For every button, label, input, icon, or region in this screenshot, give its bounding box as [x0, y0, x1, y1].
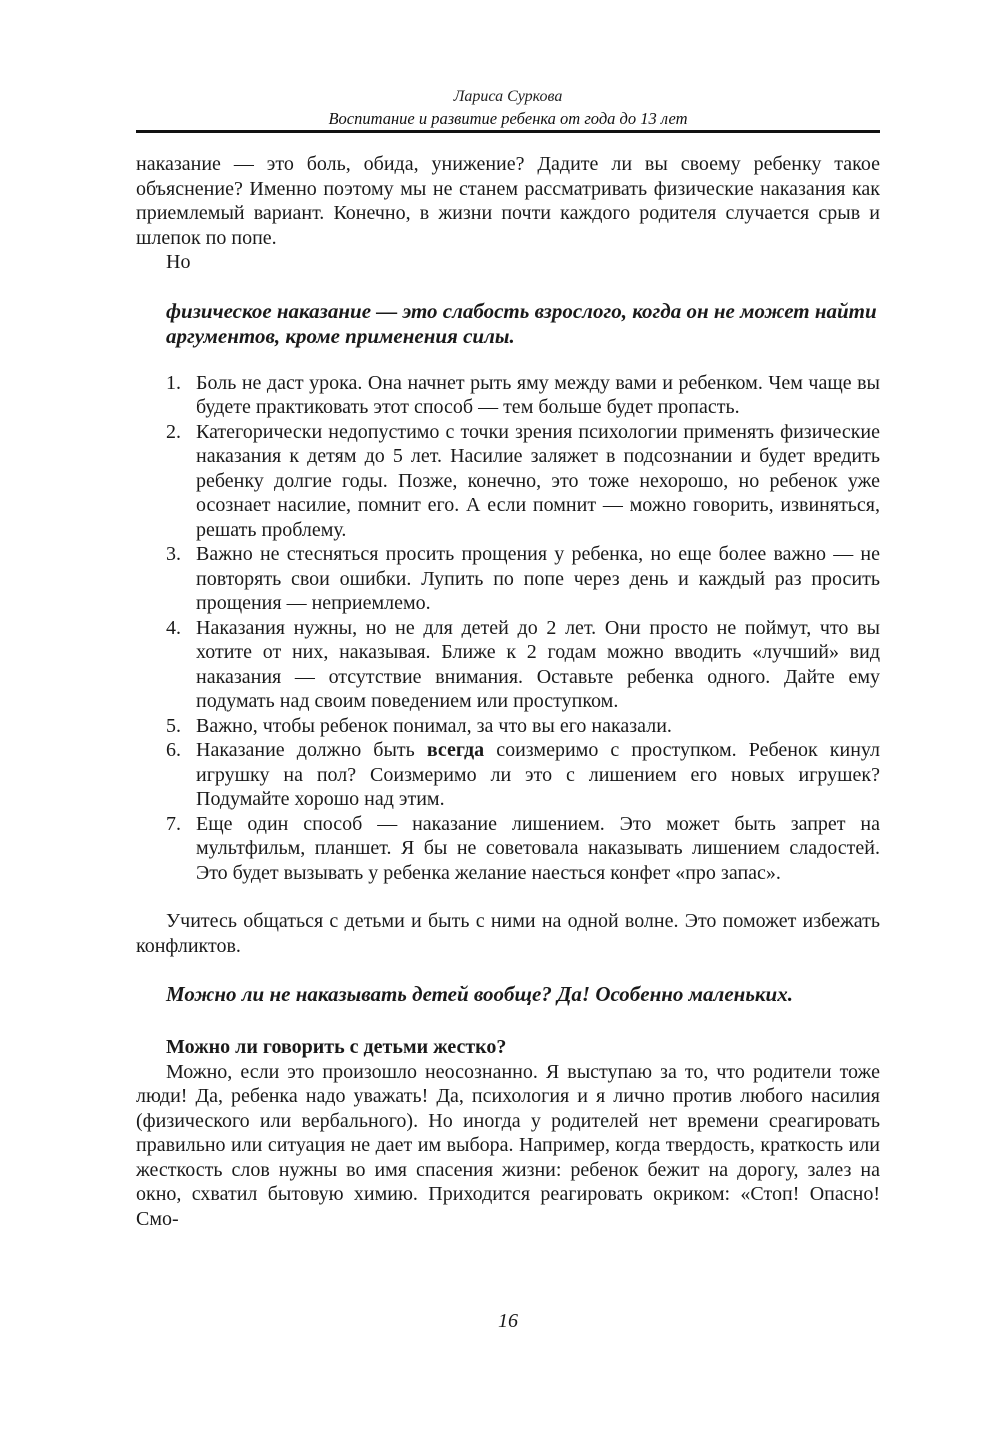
list-text: Наказания нужны, но не для детей до 2 лет. Они просто не поймут, что вы хотите от них, наказывая. Ближе к 2 годам можно вводить «лучший» вид наказания — отсутствие внимания. Оставьте ребенка одного. Дайте ему подумать над своим поведением или проступком.: [196, 616, 880, 712]
rules-list: [136, 371, 880, 886]
list-number: 1.: [166, 371, 181, 394]
book-title: Воспитание и развитие ребенка от года до 13 лет: [328, 109, 688, 128]
header-rule: [136, 130, 880, 133]
page-body: [136, 152, 880, 1231]
list-item: [136, 371, 880, 420]
list-number: 3.: [166, 543, 181, 565]
but-paragraph: Но: [166, 251, 191, 273]
list-text-after: соизмеримо с проступком. Ребенок кинул игрушку на пол? Соизмеримо ли это с лишением его новых игрушек? Подумайте хорошо над этим.: [196, 739, 881, 810]
final-paragraph: Можно, если это произошло неосознанно. Я выступаю за то, что родители тоже люди! Да, ребенка надо уважать! Да, психология и я лично против любого насилия (физического или вербального). Но иногда у родителей нет времени среагировать правильно или ситуация не дает им выбора. Например, когда твердость, краткость или жесткость слов нужны во имя спасения жизни: ребенок бежит на дорогу, залез на окно, схватил бытовую химию. Приходится реагировать окриком: «Стоп! Опасно! Смо-: [136, 1060, 880, 1230]
callout-no-punishment: Можно ли не наказывать детей вообще? Да! Особенно маленьких.: [166, 982, 793, 1006]
list-item: [136, 542, 880, 616]
list-item: [136, 420, 880, 543]
callout-physical-punishment: физическое наказание — это слабость взрослого, когда он не может найти аргументов, кроме применения силы.: [166, 298, 877, 348]
list-text-bold: всегда: [426, 739, 485, 761]
list-number: 6.: [166, 739, 181, 761]
list-text: Важно, чтобы ребенок понимал, за что вы его наказали.: [196, 714, 672, 737]
list-number: 7.: [166, 812, 181, 835]
intro-paragraph: наказание — это боль, обида, унижение? Дадите ли вы своему ребенку такое объяснение? Именно поэтому мы не станем рассматривать физические наказания как приемлемый вариант. Конечно, в жизни почти каждого родителя случается срыв и шлепок по попе.: [136, 153, 880, 249]
list-item: [136, 738, 880, 812]
list-item: [136, 616, 880, 714]
list-number: 2.: [166, 420, 181, 443]
list-item: [136, 714, 880, 739]
running-header: [136, 86, 880, 130]
list-text: Боль не даст урока. Она начнет рыть яму между вами и ребенком. Чем чаще вы будете практиковать этот способ — тем больше будет пропасть.: [196, 371, 880, 418]
list-number: 5.: [166, 714, 181, 737]
list-text-before: Наказание должно быть: [196, 739, 427, 761]
author-name: Лариса Суркова: [453, 88, 563, 105]
list-number: 4.: [166, 616, 181, 639]
list-text: Еще один способ — наказание лишением. Это может быть запрет на мультфильм, планшет. Я бы не советовала наказывать лишением сладостей. Это будет вызывать у ребенка желание наесться конфет «про запас».: [196, 812, 880, 884]
page-number: 16: [498, 1310, 518, 1332]
list-text: Категорически недопустимо с точки зрения психологии применять физические наказания к детям до 5 лет. Насилие заляжет в подсознании и будет вредить ребенку долгие годы. Позже, конечно, это тоже нехорошо, но ребенок уже осознает насилие, помнит его. А если помнит — можно говорить, извиняться, решать проблему.: [196, 420, 880, 541]
list-item: [136, 812, 880, 886]
list-text: Важно не стесняться просить прощения у ребенка, но еще более важно — не повторять свои ошибки. Лупить по попе через день и каждый раз просить прощения — неприемлемо.: [196, 543, 880, 614]
section-subheading: Можно ли говорить с детьми жестко?: [166, 1036, 507, 1058]
after-list-paragraph: Учитесь общаться с детьми и быть с ними на одной волне. Это поможет избежать конфликтов.: [136, 910, 880, 957]
